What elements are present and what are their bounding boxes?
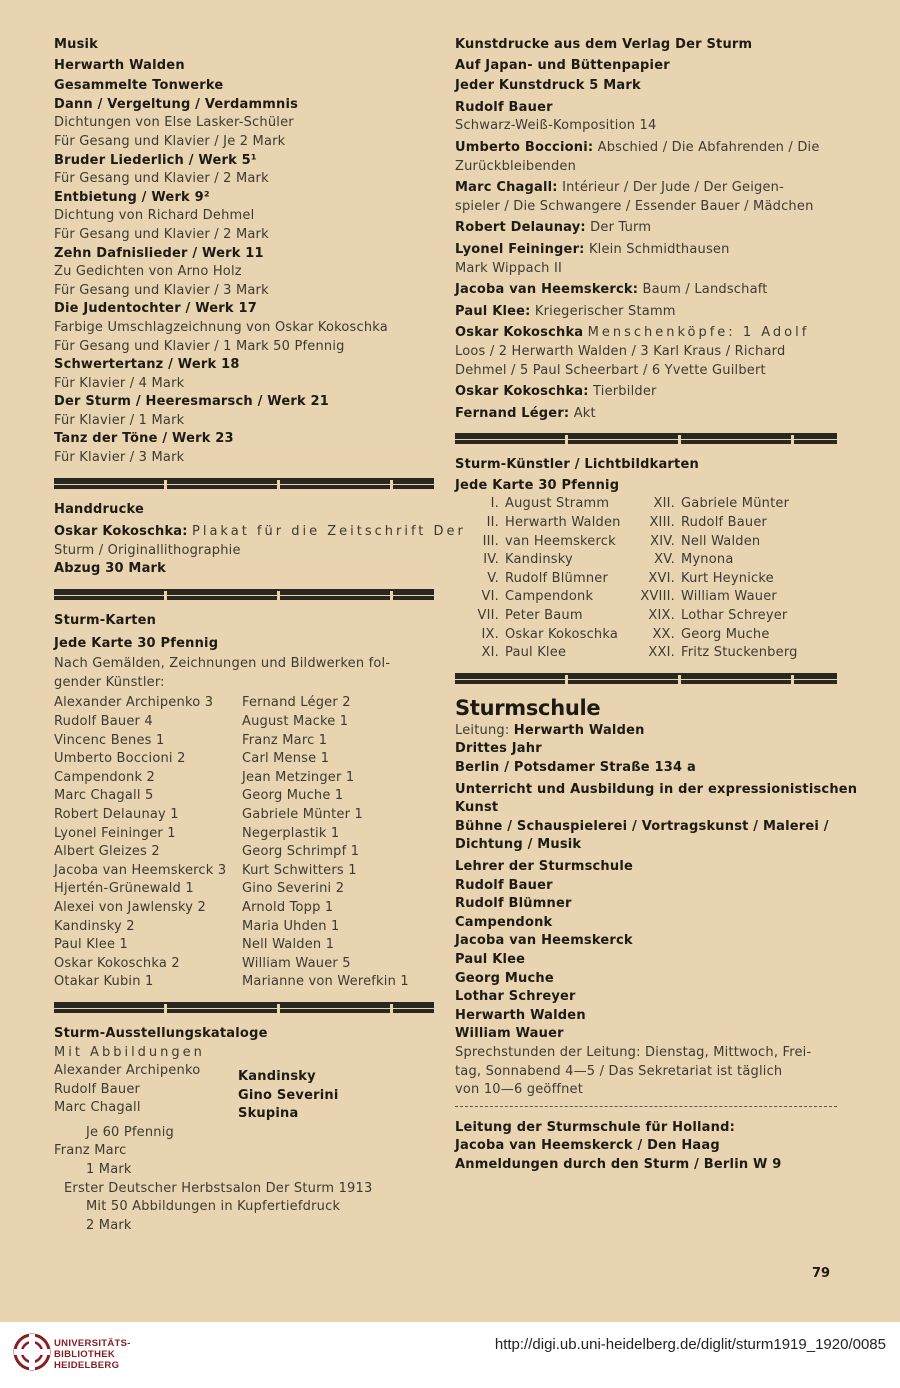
karten-artist: Negerplastik 1 [242,825,340,841]
karten-column-1 [54,694,242,992]
kunstdruck-title: Zurückbleibenden [455,158,577,174]
kunstdruck-artist: Fernand Léger: [455,405,570,421]
kunstdrucke-list [455,99,837,424]
kunstdruck-artist: Oskar Kokoschka [455,325,584,341]
kunstdruck-artist: Paul Klee: [455,303,531,319]
work-title: Die Judentochter / Werk 17 [54,301,257,317]
karten-artist: Franz Marc 1 [242,732,328,748]
kunstdruck-entry [455,260,837,279]
lichtbild-artist: William Wauer [681,589,777,605]
karten-artist: Vincenc Benes 1 [54,732,165,748]
roman-numeral: I. [490,496,499,512]
roman-numeral: XIV. [650,533,675,549]
kunstdrucke-paper: Auf Japan- und Büttenpapier [455,57,670,73]
roman-numeral: VII. [477,608,499,624]
schule-jahr: Drittes Jahr [455,741,542,757]
kunstdruck-entry [455,324,837,343]
kataloge-grid [54,1062,434,1124]
kunstdruck-entry [455,303,837,322]
divider [54,1002,434,1013]
holland-leitung: Leitung der Sturmschule für Holland: [455,1119,736,1135]
kunstdruck-entry [455,158,837,177]
karten-artist: Jacoba van Heemskerck 3 [54,862,227,878]
karten-artist: Marianne von Werefkin 1 [242,974,409,990]
university-seal-icon [12,1332,52,1372]
kunstdruck-title: Tierbilder [593,384,657,400]
kunstdruck-entry [455,139,837,158]
lehrer-name: Lothar Schreyer [455,989,576,1005]
karten-artist: Alexander Archipenko 3 [54,695,214,711]
lichtbild-artist: Peter Baum [505,608,583,624]
schule-lehrer-label: Lehrer der Sturmschule [455,858,633,874]
kunstdruck-title: Baum / Landschaft [642,282,768,298]
schule-faecher: Bühne / Schauspielerei / Vortragskunst / Malerei / [455,818,829,834]
roman-numeral: V. [487,570,499,586]
karten-artist: Paul Klee 1 [54,937,128,953]
lichtbild-entry [455,644,631,663]
schule-sprechstunden: Sprechstunden der Leitung: Dienstag, Mittwoch, Frei- [455,1044,812,1060]
katalog-artist: Kandinsky [238,1069,316,1085]
schule-lehrer-list [455,877,837,1044]
karten-artist: Otakar Kubin 1 [54,974,154,990]
kunstdruck-title: Loos / 2 Herwarth Walden / 3 Karl Kraus / Richard [455,343,786,359]
kunstdruck-artist: Umberto Boccioni: [455,139,594,155]
kunstdruck-entry [455,99,837,118]
karten-artist: Kurt Schwitters 1 [242,862,357,878]
roman-numeral: XII. [653,496,675,512]
karten-artist: Oskar Kokoschka 2 [54,955,180,971]
kunstdruck-entry [455,198,837,217]
karten-artist: Lyonel Feininger 1 [54,825,176,841]
kunstdruck-title: Klein Schmidthausen [588,241,730,257]
lichtbild-artist: Gabriele Münter [681,496,790,512]
lichtbild-entry [455,626,631,645]
kunstdruck-entry [455,179,837,198]
kunstdruck-title: Akt [573,405,596,421]
composer-name: Herwarth Walden [54,57,185,73]
work-detail: Für Gesang und Klavier / 3 Mark [54,282,269,298]
kunstdrucke-heading: Kunstdrucke aus dem Verlag Der Sturm [455,37,753,52]
lichtbild-column-2 [631,495,837,662]
page-number: 79 [812,1266,831,1281]
kunstdruck-title: Dehmel / 5 Paul Scheerbart / 6 Yvette Guilbert [455,362,766,378]
lichtbild-artist: Paul Klee [505,645,567,661]
katalog-artist: Skupina [238,1106,299,1122]
lichtbild-artist: Fritz Stuckenberg [681,645,798,661]
roman-numeral: IV. [483,552,499,568]
lichtbild-entry [455,533,631,552]
kunstdrucke-price: Jeder Kunstdruck 5 Mark [455,78,641,94]
lichtbild-entry [631,533,837,552]
lichtbild-entry [455,514,631,533]
divider [455,673,837,684]
handdruck-line [54,523,466,542]
karten-price: Jede Karte 30 Pfennig [54,635,219,651]
work-detail: Für Gesang und Klavier / 1 Mark 50 Pfennig [54,338,345,354]
work-detail: Für Gesang und Klavier / 2 Mark [54,226,269,242]
karten-artist: Nell Walden 1 [242,937,335,953]
schule-sprechstunden: tag, Sonnabend 4—5 / Das Sekretariat ist täglich [455,1063,783,1079]
karten-artist: August Macke 1 [242,714,349,729]
kataloge-franz-marc: Franz Marc [54,1143,127,1159]
handdruck-title: Plakat für die Zeitschrift Der [192,524,466,540]
katalog-artist: Marc Chagall [54,1100,141,1116]
lichtbild-entry [631,588,837,607]
lehrer-name: Campendonk [455,914,553,930]
holland-anmeldung: Anmeldungen durch den Sturm / Berlin W 9 [455,1156,782,1172]
lichtbild-artist: van Heemskerck [505,533,616,549]
section-label-kataloge: Sturm-Ausstellungskataloge [54,1025,268,1041]
lichtbild-artist: Kandinsky [505,552,573,568]
lichtbild-entry [631,551,837,570]
work-detail: Dichtung von Richard Dehmel [54,208,255,224]
katalog-artist: Gino Severini [238,1087,339,1103]
lichtbild-artist: Rudolf Bauer [681,515,768,531]
lichtbild-entry [455,588,631,607]
work-detail: Für Klavier / 1 Mark [54,412,185,428]
kunstdruck-entry [455,281,837,300]
library-name-line: UNIVERSITÄTS- [54,1338,131,1349]
katalog-artist: Rudolf Bauer [54,1081,141,1097]
roman-numeral: XXI. [648,645,675,661]
karten-artist: Gino Severini 2 [242,881,345,897]
musik-list [54,96,434,468]
divider [54,478,434,489]
lichtbild-price: Jede Karte 30 Pfennig [455,477,620,493]
karten-artist: William Wauer 5 [242,955,351,971]
schule-unterricht: Kunst [455,800,499,816]
schule-unterricht: Unterricht und Ausbildung in der expressionistischen [455,781,858,797]
kataloge-herbstsalon-detail: Mit 50 Abbildungen in Kupfertiefdruck [86,1199,341,1215]
karten-column-2 [242,694,434,992]
kunstdruck-entry [455,343,837,362]
thin-divider [455,1106,837,1107]
karten-artist: Georg Muche 1 [242,788,344,804]
lehrer-name: Rudolf Blümner [455,896,572,912]
kunstdruck-title: spieler / Die Schwangere / Essender Bauer / Mädchen [455,198,814,214]
lichtbild-heading: Sturm-Künstler / Lichtbildkarten [455,457,699,473]
lichtbild-artist: Lothar Schreyer [681,608,788,624]
library-name-line: HEIDELBERG [54,1360,120,1371]
kataloge-herbstsalon-price: 2 Mark [86,1217,132,1233]
holland-name: Jacoba van Heemskerck / Den Haag [455,1138,720,1154]
library-name-line: BIBLIOTHEK [54,1349,116,1360]
roman-numeral: III. [482,533,499,549]
kunstdruck-title: Kriegerischer Stamm [534,303,676,319]
karten-artist: Arnold Topp 1 [242,899,334,915]
lichtbild-artist: Kurt Heynicke [681,570,774,586]
schule-leitung-label: Leitung: [455,722,510,738]
lehrer-name: Herwarth Walden [455,1007,586,1023]
kataloge-column-2 [238,1062,434,1124]
work-title: Tanz der Töne / Werk 23 [54,431,234,447]
karten-artist: Albert Gleizes 2 [54,844,160,860]
lichtbild-artist: August Stramm [505,496,610,512]
karten-artist: Fernand Léger 2 [242,695,351,711]
kunstdruck-entry [455,241,837,260]
library-name [54,1338,131,1371]
roman-numeral: XIII. [649,515,675,531]
kunstdruck-artist: Marc Chagall: [455,180,558,196]
kunstdruck-artist: Jacoba van Heemskerck: [455,282,639,298]
lehrer-name: William Wauer [455,1026,564,1042]
lichtbild-entry [631,495,837,514]
karten-artist: Rudolf Bauer 4 [54,714,153,729]
left-column [54,36,466,1235]
divider [54,589,434,600]
work-detail: Dichtungen von Else Lasker-Schüler [54,115,294,131]
roman-numeral: XV. [654,552,675,568]
kunstdruck-entry [455,219,837,238]
karten-artist: Campendonk 2 [54,769,155,785]
work-title: Schwertertanz / Werk 18 [54,357,240,373]
roman-numeral: XVI. [648,570,675,586]
work-detail: Für Klavier / 3 Mark [54,450,185,466]
kunstdruck-artist: Robert Delaunay: [455,220,586,236]
kunstdruck-title: Schwarz-Weiß-Komposition 14 [455,118,657,134]
work-title: Entbietung / Werk 9² [54,189,210,205]
lehrer-name: Paul Klee [455,951,526,967]
kataloge-herbstsalon: Erster Deutscher Herbstsalon Der Sturm 1913 [64,1180,373,1196]
lichtbild-artist: Mynona [681,552,734,568]
lichtbild-entry [631,626,837,645]
karten-artist: Umberto Boccioni 2 [54,751,186,767]
lichtbild-artist: Rudolf Blümner [505,570,609,586]
kunstdruck-entry [455,383,837,402]
karten-intro: Nach Gemälden, Zeichnungen und Bildwerken fol- [54,656,391,672]
roman-numeral: IX. [481,626,499,642]
work-detail: Für Gesang und Klavier / Je 2 Mark [54,133,286,149]
lichtbild-artist: Nell Walden [681,533,761,549]
work-detail: Für Gesang und Klavier / 2 Mark [54,171,269,187]
kunstdruck-title: Der Turm [590,220,652,236]
work-title: Zehn Dafnislieder / Werk 11 [54,245,264,261]
lichtbild-entry [455,570,631,589]
viewer-footer [0,1322,900,1388]
lichtbild-entry [631,570,837,589]
right-column [455,36,858,1174]
work-title: Bruder Liederlich / Werk 5¹ [54,152,257,168]
kunstdruck-artist: Lyonel Feininger: [455,241,585,257]
kunstdruck-entry [455,362,837,381]
karten-artist-grid [54,694,434,992]
schule-leitung [455,722,837,741]
karten-artist: Marc Chagall 5 [54,788,154,804]
roman-numeral: XI. [481,645,499,661]
roman-numeral: XX. [652,626,675,642]
kunstdruck-title: Intérieur / Der Jude / Der Geigen- [562,180,785,196]
karten-artist: Alexei von Jawlensky 2 [54,899,206,915]
lichtbild-entry [631,514,837,533]
work-title: Der Sturm / Heeresmarsch / Werk 21 [54,394,330,410]
schule-sprechstunden: von 10—6 geöffnet [455,1082,584,1098]
kunstdruck-entry [455,117,837,136]
kunstdruck-title: Abschied / Die Abfahrenden / Die [597,139,820,155]
roman-numeral: XIX. [648,608,675,624]
kunstdruck-artist: Rudolf Bauer [455,99,553,115]
karten-artist: Maria Uhden 1 [242,918,340,934]
karten-artist: Hjertén-Grünewald 1 [54,881,194,897]
schule-adresse: Berlin / Potsdamer Straße 134 a [455,760,696,775]
karten-artist: Jean Metzinger 1 [242,769,355,785]
schule-faecher: Dichtung / Musik [455,837,582,853]
karten-artist: Carl Mense 1 [242,751,330,767]
schule-leitung-name: Herwarth Walden [513,722,645,738]
karten-artist: Georg Schrimpf 1 [242,844,360,860]
kunstdruck-title: Menschenköpfe: 1 Adolf [587,325,810,341]
work-title: Dann / Vergeltung / Verdammnis [54,96,299,112]
kataloge-price: Je 60 Pfennig [86,1124,174,1140]
lichtbild-artist: Herwarth Walden [505,515,621,531]
section-label-musik: Musik [54,37,99,52]
section-label-handdrucke: Handdrucke [54,501,145,517]
kunstdruck-title: Mark Wippach II [455,260,563,276]
karten-artist: Gabriele Münter 1 [242,806,363,822]
work-detail: Für Klavier / 4 Mark [54,375,185,391]
handdruck-artist: Oskar Kokoschka: [54,524,188,540]
handdruck-price: Abzug 30 Mark [54,561,167,577]
lichtbild-artist: Oskar Kokoschka [505,626,619,642]
lichtbild-entry [455,495,631,514]
section-label-karten: Sturm-Karten [54,613,157,629]
lichtbild-entry [631,607,837,626]
roman-numeral: VI. [481,589,499,605]
kataloge-column-1 [54,1062,238,1124]
sturmschule-heading: Sturmschule [455,695,601,720]
karten-intro: gender Künstler: [54,674,165,690]
kunstdruck-artist: Oskar Kokoschka: [455,384,589,400]
permalink-url[interactable]: http://digi.ub.uni-heidelberg.de/diglit/sturm1919_1920/0085 [494,1336,886,1353]
lehrer-name: Georg Muche [455,970,554,986]
karten-artist: Kandinsky 2 [54,918,135,934]
work-detail: Zu Gedichten von Arno Holz [54,264,242,280]
roman-numeral: XVIII. [640,589,675,605]
kunstdruck-entry [455,405,837,424]
collection-title: Gesammelte Tonwerke [54,78,224,94]
lehrer-name: Jacoba van Heemskerck [455,933,633,949]
lichtbild-grid [455,495,837,662]
handdruck-line: Sturm / Originallithographie [54,542,241,558]
kataloge-franz-price: 1 Mark [86,1162,132,1178]
lehrer-name: Rudolf Bauer [455,877,553,893]
lichtbild-artist: Campendonk [505,589,594,605]
lichtbild-artist: Georg Muche [681,626,770,642]
lichtbild-column-1 [455,495,631,662]
divider [455,433,837,444]
lichtbild-entry [455,607,631,626]
lichtbild-entry [455,551,631,570]
work-detail: Farbige Umschlagzeichnung von Oskar Kokoschka [54,319,388,335]
katalog-artist: Alexander Archipenko [54,1063,201,1079]
karten-artist: Robert Delaunay 1 [54,806,179,822]
lichtbild-entry [631,644,837,663]
roman-numeral: II. [486,515,499,531]
kataloge-subtitle: Mit Abbildungen [54,1044,205,1060]
